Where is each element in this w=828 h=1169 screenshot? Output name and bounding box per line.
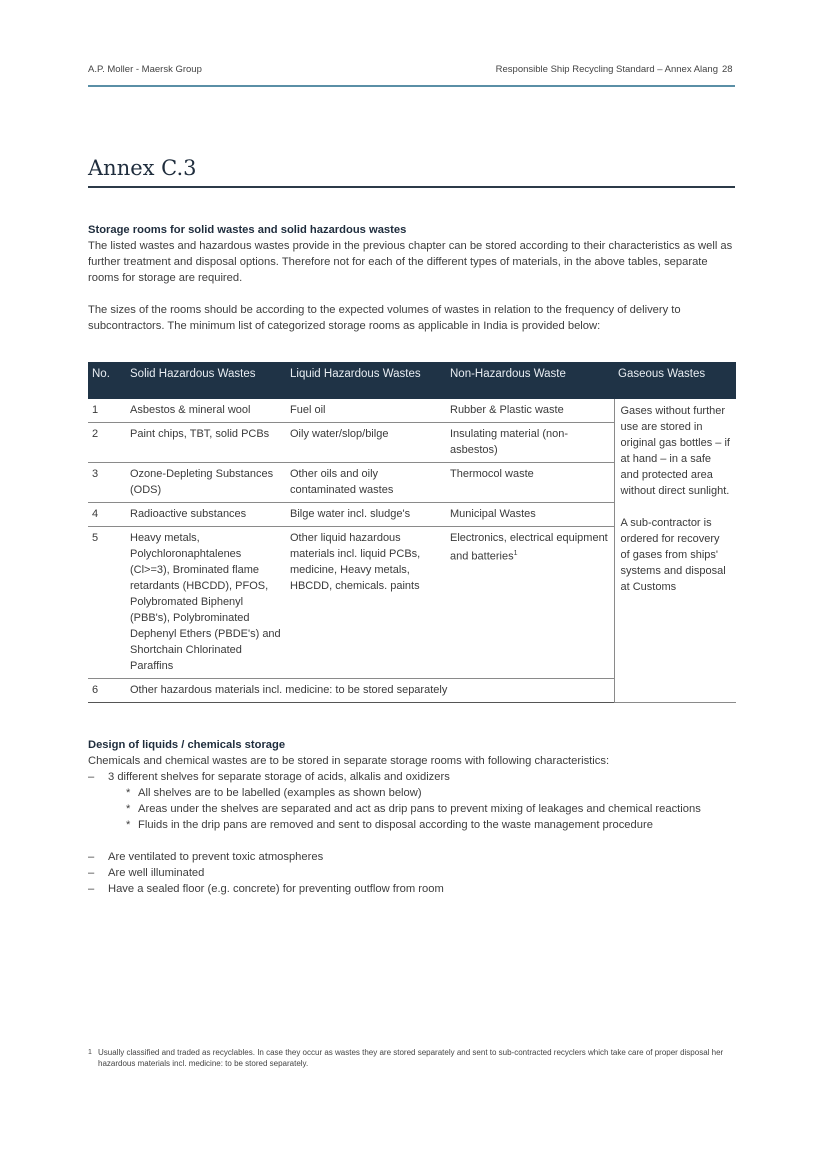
header-document-title: Responsible Ship Recycling Standard – Annex Alang	[495, 64, 718, 75]
cell-no: 2	[88, 423, 126, 463]
cell-no: 1	[88, 399, 126, 423]
gaseous-paragraph-2: A sub-contractor is ordered for recovery of gases from ships' systems and disposal at Customs	[620, 517, 726, 593]
cell-no: 4	[88, 503, 126, 527]
sublist-item: * Fluids in the drip pans are removed and sent to disposal according to the waste management procedure	[126, 817, 736, 833]
table-row	[88, 399, 736, 423]
header-non-hazardous: Non-Hazardous Waste	[446, 362, 614, 399]
cell-gaseous	[614, 399, 736, 703]
cell-no: 3	[88, 463, 126, 503]
header-liquid-hazardous: Liquid Hazardous Wastes	[286, 362, 446, 399]
footnote-mark: 1	[88, 1049, 92, 1056]
sublist-item: * All shelves are to be labelled (examples as shown below)	[126, 785, 736, 801]
cell-no: 5	[88, 527, 126, 679]
title-divider	[88, 186, 735, 188]
design-list	[88, 769, 736, 897]
storage-rooms-table	[88, 362, 736, 703]
cell-other-hazardous: Other hazardous materials incl. medicine: to be stored separately	[126, 679, 614, 703]
cell-liquid: Other oils and oily contaminated wastes	[286, 463, 446, 503]
header-no: No.	[88, 362, 126, 399]
design-heading: Design of liquids / chemicals storage	[88, 739, 286, 751]
storage-heading: Storage rooms for solid wastes and solid hazardous wastes	[88, 224, 407, 236]
cell-liquid: Oily water/slop/bilge	[286, 423, 446, 463]
cell-non-hazardous: Thermocol waste	[446, 463, 614, 503]
header-divider	[88, 85, 735, 87]
cell-liquid: Other liquid hazardous materials incl. liquid PCBs, medicine, Heavy metals, HBCDD, chemicals. paints	[286, 527, 446, 679]
footnote	[88, 1047, 728, 1069]
footnote-reference: 1	[513, 550, 518, 557]
design-sublist	[108, 785, 736, 833]
cell-solid: Radioactive substances	[126, 503, 286, 527]
cell-non-hazardous: Municipal Wastes	[446, 503, 614, 527]
cell-liquid: Fuel oil	[286, 399, 446, 423]
storage-paragraph-2: The sizes of the rooms should be according to the expected volumes of wastes in relation to the frequency of delivery to subcontractors. The minimum list of categorized storage rooms as applicable in India is provided below:	[88, 304, 681, 332]
storage-section	[88, 222, 736, 334]
cell-non-hazardous-text: Electronics, electrical equipment and batteries	[450, 532, 608, 563]
cell-non-hazardous	[446, 527, 614, 679]
list-item: – Are well illuminated	[88, 865, 736, 881]
list-item	[88, 769, 736, 833]
header-solid-hazardous: Solid Hazardous Wastes	[126, 362, 286, 399]
cell-no: 6	[88, 679, 126, 703]
header-page-number: 28	[722, 64, 733, 75]
cell-non-hazardous: Insulating material (non-asbestos)	[446, 423, 614, 463]
cell-solid: Ozone-Depleting Substances (ODS)	[126, 463, 286, 503]
list-item-text: 3 different shelves for separate storage of acids, alkalis and oxidizers	[108, 771, 450, 783]
header-organization: A.P. Moller - Maersk Group	[88, 64, 202, 75]
cell-solid: Heavy metals, Polychloronaphtalenes (Cl>=3), Brominated flame retardants (HBCDD), PFOS, Polybromated Biphenyl (PBB's), Polybrominated Dephenyl Ethers (PBDE's) and Shortchain Chlorinated Paraffins	[126, 527, 286, 679]
design-intro: Chemicals and chemical wastes are to be stored in separate storage rooms with following characteristics:	[88, 755, 610, 767]
sublist-item: * Areas under the shelves are separated and act as drip pans to prevent mixing of leakages and chemical reactions	[126, 801, 736, 817]
cell-liquid: Bilge water incl. sludge's	[286, 503, 446, 527]
footnote-text: Usually classified and traded as recyclables. In case they occur as wastes they are stored separately and sent to sub-contracted recyclers which take care of proper disposal her hazardous materials incl. medicine: to be stored separately.	[98, 1048, 724, 1068]
list-item: – Have a sealed floor (e.g. concrete) for preventing outflow from room	[88, 881, 736, 897]
cell-non-hazardous: Rubber & Plastic waste	[446, 399, 614, 423]
list-item: – Are ventilated to prevent toxic atmospheres	[88, 849, 736, 865]
cell-solid: Paint chips, TBT, solid PCBs	[126, 423, 286, 463]
header-gaseous: Gaseous Wastes	[614, 362, 736, 399]
page-title: Annex C.3	[88, 156, 197, 180]
design-section	[88, 737, 736, 897]
cell-solid: Asbestos & mineral wool	[126, 399, 286, 423]
storage-paragraph-1: The listed wastes and hazardous wastes provide in the previous chapter can be stored according to their characteristics as well as further treatment and disposal options. Therefore not for each of the different types of materials, in the above tables, separate rooms for storage are required.	[88, 240, 733, 284]
table-header-row	[88, 362, 736, 399]
gaseous-paragraph-1: Gases without further use are stored in original gas bottles – if at hand – in a safe and protected area without direct sunlight.	[620, 405, 730, 497]
